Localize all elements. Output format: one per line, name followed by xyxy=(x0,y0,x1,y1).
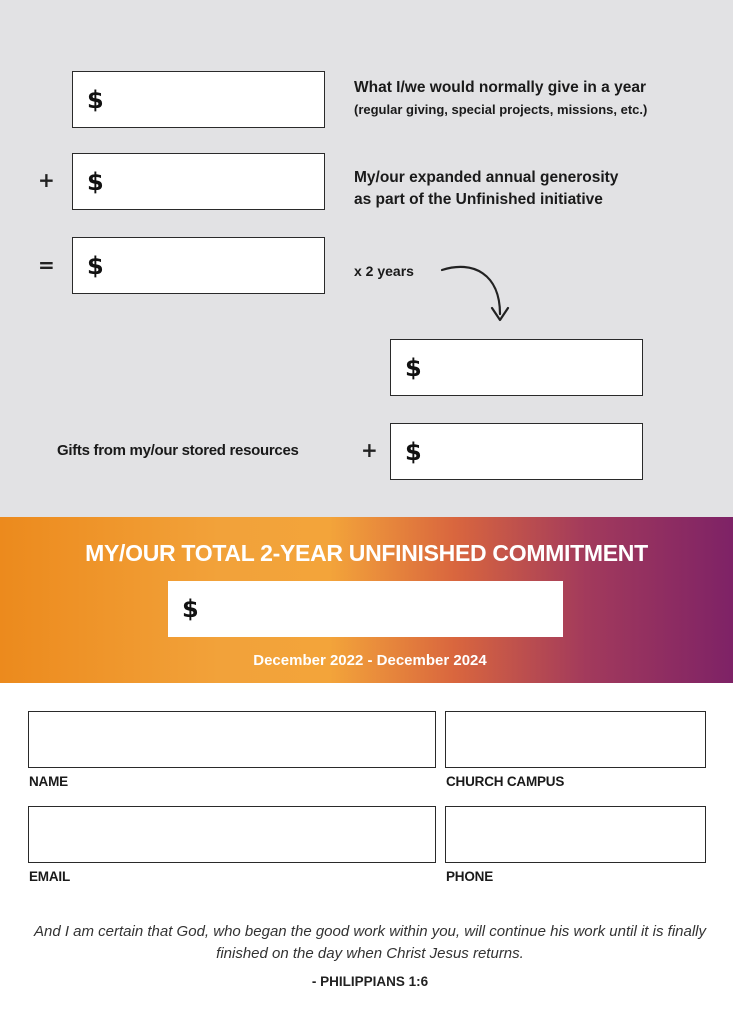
phone-label: PHONE xyxy=(446,869,494,884)
scripture-verse: And I am certain that God, who began the good work within you, will continue his work until it is finally finished on the day when Christ Jesus returns. xyxy=(33,923,706,962)
email-label: EMAIL xyxy=(29,869,70,884)
normal-giving-label: What I/we would normally give in a year xyxy=(354,79,646,96)
name-field[interactable] xyxy=(28,711,436,768)
normal-giving-sublabel: (regular giving, special projects, missions, etc.) xyxy=(354,102,648,117)
normal-giving-description xyxy=(354,77,724,121)
commitment-title: MY/OUR TOTAL 2-YEAR UNFINISHED COMMITMENT xyxy=(85,540,648,566)
expanded-generosity-sublabel: as part of the Unfinished initiative xyxy=(354,191,603,208)
normal-giving-input[interactable] xyxy=(72,71,325,128)
name-label: NAME xyxy=(29,774,68,789)
phone-field[interactable] xyxy=(445,806,706,863)
curved-arrow-icon xyxy=(438,262,528,332)
annual-total-input[interactable] xyxy=(72,237,325,294)
dollar-sign: $ xyxy=(87,251,104,280)
stored-resources-label: Gifts from my/our stored resources xyxy=(57,442,299,459)
plus-operator: + xyxy=(361,438,378,462)
dollar-sign: $ xyxy=(87,85,104,114)
two-year-subtotal-input[interactable] xyxy=(390,339,643,396)
stored-resources-input[interactable] xyxy=(390,423,643,480)
dollar-sign: $ xyxy=(405,437,422,466)
church-campus-label: CHURCH CAMPUS xyxy=(446,774,565,789)
commitment-dates: December 2022 - December 2024 xyxy=(253,652,487,669)
email-field[interactable] xyxy=(28,806,436,863)
multiplier-label: x 2 years xyxy=(354,263,414,279)
plus-operator: + xyxy=(38,168,55,192)
dollar-sign: $ xyxy=(182,595,199,623)
church-campus-field[interactable] xyxy=(445,711,706,768)
equals-operator: = xyxy=(38,253,55,277)
total-commitment-input[interactable] xyxy=(168,581,563,637)
dollar-sign: $ xyxy=(87,167,104,196)
expanded-generosity-description xyxy=(354,167,724,211)
dollar-sign: $ xyxy=(405,353,422,382)
expanded-generosity-input[interactable] xyxy=(72,153,325,210)
expanded-generosity-label: My/our expanded annual generosity xyxy=(354,169,619,186)
scripture-reference: - PHILIPPIANS 1:6 xyxy=(311,974,429,989)
